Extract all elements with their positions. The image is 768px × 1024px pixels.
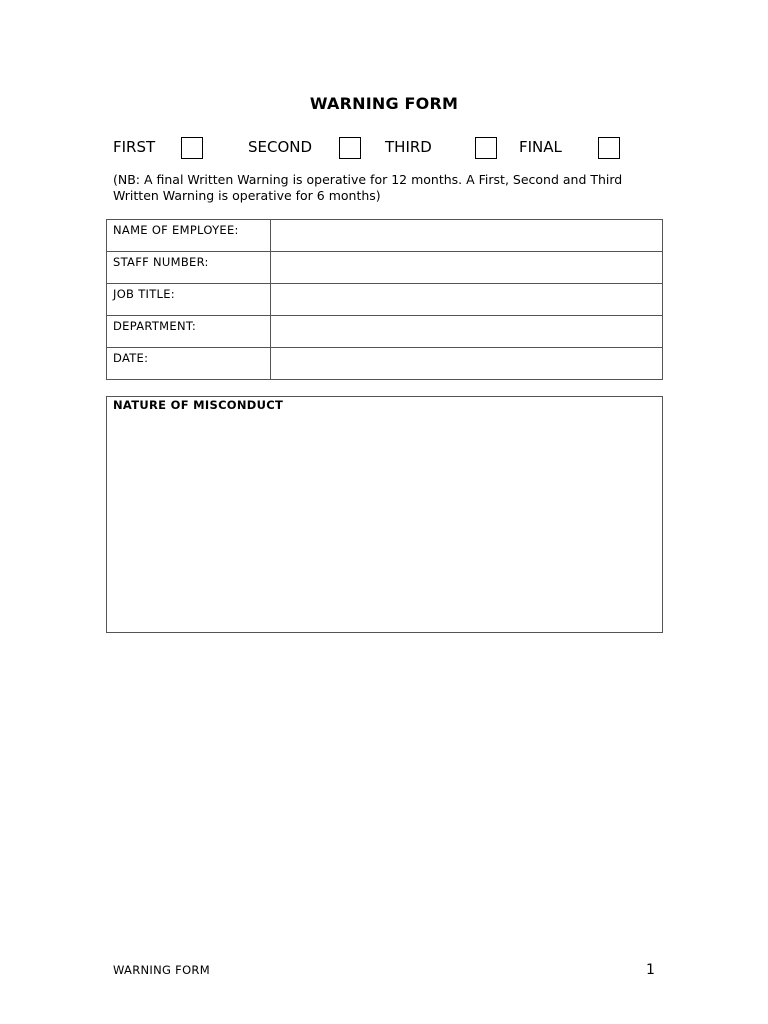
misconduct-text-area[interactable] bbox=[109, 417, 660, 630]
validity-note-line-2: Written Warning is operative for 6 months) bbox=[113, 188, 381, 203]
department-field[interactable] bbox=[271, 316, 663, 348]
page-number: 1 bbox=[646, 962, 655, 978]
department-label: DEPARTMENT: bbox=[107, 316, 271, 348]
warning-level-first-label: FIRST bbox=[113, 138, 156, 156]
misconduct-heading: NATURE OF MISCONDUCT bbox=[113, 398, 284, 412]
warning-level-final-checkbox[interactable] bbox=[598, 137, 620, 159]
job-title-label: JOB TITLE: bbox=[107, 284, 271, 316]
misconduct-box bbox=[106, 396, 663, 633]
staff-number-label: STAFF NUMBER: bbox=[107, 252, 271, 284]
employee-name-field[interactable] bbox=[271, 220, 663, 252]
table-row bbox=[107, 284, 663, 316]
table-row bbox=[107, 220, 663, 252]
table-row bbox=[107, 316, 663, 348]
footer-document-name: WARNING FORM bbox=[113, 963, 210, 977]
table-row bbox=[107, 348, 663, 380]
date-field[interactable] bbox=[271, 348, 663, 380]
table-row bbox=[107, 252, 663, 284]
job-title-field[interactable] bbox=[271, 284, 663, 316]
form-title: WARNING FORM bbox=[309, 94, 459, 113]
employee-details-table bbox=[106, 219, 663, 380]
warning-level-third-checkbox[interactable] bbox=[475, 137, 497, 159]
date-label: DATE: bbox=[107, 348, 271, 380]
warning-level-second-checkbox[interactable] bbox=[339, 137, 361, 159]
staff-number-field[interactable] bbox=[271, 252, 663, 284]
warning-level-final-label: FINAL bbox=[519, 138, 562, 156]
warning-level-first-checkbox[interactable] bbox=[181, 137, 203, 159]
employee-name-label: NAME OF EMPLOYEE: bbox=[107, 220, 271, 252]
validity-note-line-1: (NB: A final Written Warning is operative for 12 months. A First, Second and Third bbox=[113, 172, 623, 187]
validity-note bbox=[113, 172, 673, 204]
warning-level-second-label: SECOND bbox=[248, 138, 313, 156]
warning-level-third-label: THIRD bbox=[385, 138, 432, 156]
